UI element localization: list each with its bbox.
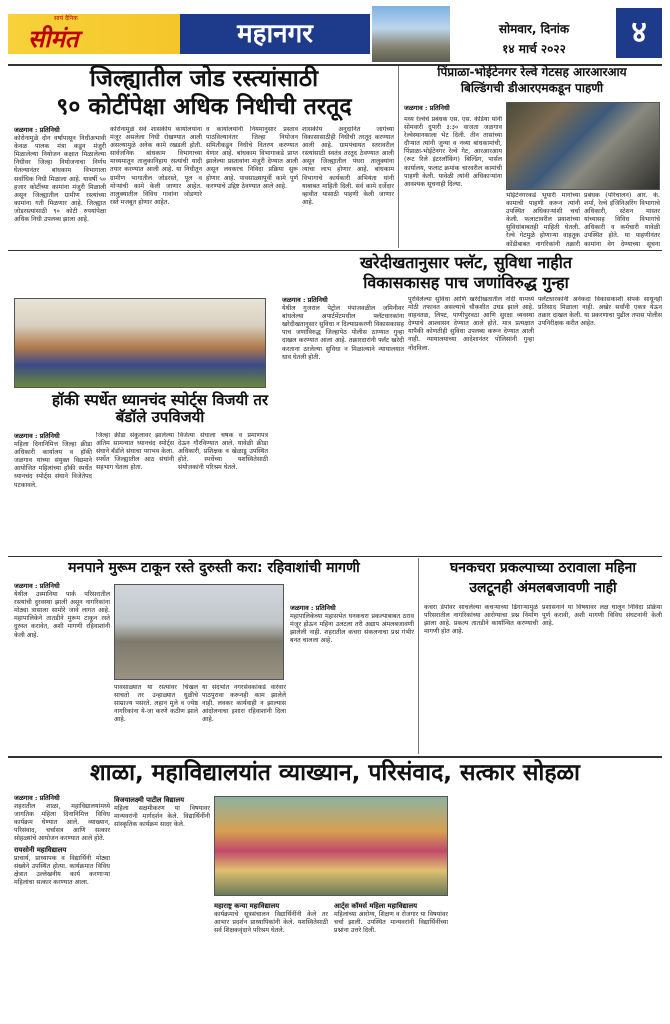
section-banner <box>180 14 370 54</box>
story1-col1-text: कोरोनामुळे दोन वर्षांपासून निधीअभावी केवळ पालक मंत्रा कडून मंजुरी मिळालेल्या नियोजन कक्षात मिळालेल्या निधीवर जिल्हा नियोजनाचा निर्णय घेतल्यानंतर बांधकाम विभागाला सर्वाधिक निधी मिळाला आहे. यावर्षी ५० हजार कोटींच्या कामांना मंजुरी मिळाली असून जिल्ह्यातील ग्रामीण रस्त्यांच्या कामांना गती मिळणार आहे. जिल्ह्यात जोडरस्त्यांसाठी ९० कोटी रुपयांपेक्षा अधिक निधी उपलब्ध झाला आहे. <box>14 135 106 224</box>
story3-col-1 <box>282 296 404 466</box>
date-line2: १४ मार्च २०२२ <box>502 42 566 56</box>
story4-photo <box>14 298 266 388</box>
column-divider <box>398 66 399 248</box>
story2-byline: जळगाव : प्रतिनिधी <box>404 104 450 112</box>
section-rule <box>8 756 662 758</box>
story2-headline-2: बिल्डिंगची डीआरएमकडून पाहणी <box>460 81 604 95</box>
story6-col1-text: महापालिकेच्या महासभेत घनकचरा प्रकल्पाबाबत ठराव मंजूर होऊन महिना उलटला तरी अद्याप अंमलबजावणी झालेली नाही. शहरातील कचरा संकलनाचा प्रश्न गंभीर बनत चालला आहे. <box>290 613 414 645</box>
story7-col-5 <box>452 794 548 1018</box>
story7-subhead-1: रायसोनी महाविद्यालय <box>14 845 67 854</box>
story2-col-2 <box>506 192 580 248</box>
story5-photo <box>114 584 284 680</box>
story7-col-2 <box>114 794 210 1018</box>
story3-byline: जळगाव : प्रतिनिधी <box>282 296 328 304</box>
story4-byline: जळगाव : प्रतिनिधी <box>14 432 60 440</box>
story4-headline: हॉकी स्पर्धेत ध्यानचंद स्पोर्ट्स विजयी तर बॅडॉले उपविजयी <box>51 391 269 426</box>
section-rule <box>8 250 662 251</box>
story7-headline: शाळा, महाविद्यालयांत व्याख्यान, परिसंवाद, सत्कार सोहळा <box>90 760 580 786</box>
brand-small: सायं दैनिक <box>54 15 78 22</box>
story5-col-1 <box>14 582 110 750</box>
story2-headline-1: पिंप्राळा-भोईटेनगर रेल्वे गेटसह आरआरआय <box>437 65 627 79</box>
story4-col-3 <box>178 432 268 552</box>
story6-headline-2: उलटूनही अंमलबजावणी नाही <box>469 580 617 596</box>
story3-col2-text: पुरविलेल्या सुविधा आणि खरेदीखतातील नोंदी यामध्ये मोठी तफावत असल्याचे चौकशीत उघड झाले आहे. वाहनतळ, लिफ्ट, पाणीपुरवठा आणि सुरक्षा व्यवस्था देण्याचे आश्वासन देण्यात आले होते. मात्र प्रत्यक्षात यापैकी कोणतीही सुविधा उपलब्ध करून देण्यात आली नाही. न्यायालयाच्या आदेशानंतर पोलिसांनी गुन्हा नोंदविला. <box>408 296 534 352</box>
story1-col-3 <box>206 126 298 246</box>
brand-name: सीमंत <box>28 24 79 53</box>
page-number-box <box>616 8 662 58</box>
story7-subhead-2: विजयालक्ष्मी पाटील विद्यालय <box>114 796 185 804</box>
story5-byline: जळगाव : प्रतिनिधी <box>14 582 60 590</box>
story5-col2-text: पावसाळ्यात या रस्त्यांवर चिखल साचतो तर उन्हाळ्यात धुळीचे साम्राज्य पसरते. लहान मुले व ज्येष्ठ नागरिकांना ये-जा करणे कठीण झाले आहे. <box>114 684 198 724</box>
story7-col-1 <box>14 794 110 1018</box>
story7-col4-text: कार्यक्रमाचे सूत्रसंचालन विद्यार्थिनींनी केले तर आभार प्रदर्शन प्राध्यापिकांनी केले. यशस्वितेसाठी सर्व शिक्षकवृंदाने परिश्रम घेतले. <box>214 911 328 935</box>
section-title: महानगर <box>237 19 313 49</box>
story7-col1-text: शहरातील शाळा, महाविद्यालयांमध्ये जागतिक महिला दिनानिमित्त विविध कार्यक्रम घेण्यात आले. व्याख्यान, परिसंवाद, चर्चासत्र आणि सत्कार सोहळ्यांचे आयोजन करण्यात आले होते. <box>14 803 110 843</box>
date-line1: सोमवार, दिनांक <box>498 22 570 36</box>
story7-byline: जळगाव : प्रतिनिधी <box>14 794 60 802</box>
story1-headline-1: जिल्ह्यातील जोड रस्त्यांसाठी <box>89 66 319 92</box>
page-number: ४ <box>631 15 647 50</box>
story2-col-3 <box>584 192 660 248</box>
story1-headline-2: ९० कोटींपेक्षा अधिक निधीची तरतूद <box>56 94 352 120</box>
story7-col-4 <box>334 900 448 1018</box>
story4-col-1 <box>14 432 92 552</box>
story7-col3-text: महिला सक्षमीकरण या विषयावर मान्यवरांनी मार्गदर्शन केले. विद्यार्थिनींनी सांस्कृतिक कार्यक्रम सादर केले. <box>114 805 210 829</box>
section-rule <box>8 556 662 557</box>
story5-col-3 <box>202 684 286 750</box>
story5-headline: मनपाने मुरूम टाकून रस्ते दुरुस्ती करा: रहिवाशांची मागणी <box>68 560 360 576</box>
brand-logo <box>22 12 140 56</box>
masthead <box>8 6 662 64</box>
story6-col-3 <box>542 604 662 750</box>
story2-byline-box <box>404 104 504 114</box>
story3-col3-text: फ्लॅटधारकांनी अनेकदा विकासकाशी संपर्क साधूनही प्रतिसाद मिळाला नाही. अखेर सर्वांनी एकत्र येऊन तक्रार दाखल केली. या प्रकरणाचा पुढील तपास पोलीस उपनिरीक्षक करीत आहेत. <box>538 296 662 328</box>
story7-photo <box>214 796 448 896</box>
story3-col1-text: येथील गुजराल पेट्रोल पंपाजवळील जमिनीवर बांधलेल्या अपार्टमेंटमधील फ्लॅटधारकांना खरेदीखतानुसार सुविधा न दिल्याप्रकरणी विकासकासह पाच जणांविरुद्ध जिल्हापेठ पोलीस ठाण्यात गुन्हा दाखल करण्यात आला आहे. तक्रारदारांनी फ्लॅट खरेदी करताना ठरलेल्या सुविधा न मिळाल्याने न्यायालयात धाव घेतली होती. <box>282 305 404 361</box>
story6-byline: जळगाव : प्रतिनिधी <box>290 604 336 612</box>
story1-col-2 <box>110 126 202 246</box>
story3-col-3 <box>538 296 662 466</box>
story4-col1-text: महिला दिनानिमित्त जिल्हा क्रीडा अधिकारी कार्यालय व हॉकी जळगाव यांच्या संयुक्त विद्यमाने आयोजित महिलांच्या हॉकी स्पर्धेत ध्यानचंद स्पोर्ट्स संघाने विजेतेपद पटकावले. <box>14 441 92 489</box>
story1-byline: जळगाव : प्रतिनिधी <box>14 126 60 134</box>
story3-headline-1: खरेदीखतानुसार फ्लॅट, सुविधा नाहीत <box>359 253 573 272</box>
story7-col-3 <box>214 900 328 1018</box>
story5-col3-text: या संदर्भात नगरसेवकांकडे वारंवार पाठपुरावा करूनही काम झालेले नाही. लवकर कार्यवाही न झाल्यास आंदोलनाचा इशारा रहिवाशांनी दिला आहे. <box>202 684 286 724</box>
story4-col-2 <box>96 432 174 552</box>
story2-col3-text: प्रबंधक (परिचालन) आर. के. शर्मा, रेल्वे इंजिनिअरिंग विभागाचे अधिकारी, स्टेशन मास्तर यांच्यासह विविध विभागांचे अधिकारी व कर्मचारी यावेळी उपस्थित होते. या पाहणीनंतर कामांना वेग देण्याच्या सूचना <box>584 192 660 248</box>
story1-col-4 <box>302 126 394 246</box>
story7-col-6 <box>552 794 662 1018</box>
story2-col-1 <box>404 116 502 246</box>
column-divider <box>418 558 419 754</box>
story3-headline-2: विकासकासह पाच जणांविरुद्ध गुन्हा <box>363 273 569 292</box>
story7-subhead-4: आर्ट्स कॉमर्स महिला महाविद्यालय <box>334 902 418 910</box>
story5-col-2 <box>114 684 198 750</box>
story1-col4-text: शासकीय अनुदानित जागेच्या विकासासाठीही निधीची तरतूद करण्यात आली आहे. ग्रामपंचायत स्तरावरील रस्त्यांसाठी स्वतंत्र तरतूद ठेवण्यात आली असून जिल्ह्यातील पंधरा तालुक्यांना त्याचा लाभ होणार आहे. बांधकाम विभागाचे कार्यकारी अभियंता यांनी याबाबत माहिती दिली. सर्व कामे दर्जेदार व्हावीत यासाठी पाहणी केली जाणार आहे. <box>302 126 394 206</box>
story7-col5-text: महिलांच्या आरोग्य, शिक्षण व रोजगार या विषयांवर चर्चा झाली. उपस्थित मान्यवरांनी विद्यार्थिनींच्या प्रश्नांना उत्तरे दिली. <box>334 911 448 935</box>
story3-col-2 <box>408 296 534 466</box>
story4-col3-text: विजेत्या संघाला चषक व प्रमाणपत्र देऊन गौरविण्यात आले. यावेळी क्रीडा अधिकारी, प्रशिक्षक व खेळाडू उपस्थित होते. स्पर्धेच्या यशस्वितेसाठी संयोजकांनी परिश्रम घेतले. <box>178 432 268 472</box>
masthead-photo <box>372 6 450 62</box>
story4-col2-text: जिल्हा क्रीडा संकुलावर झालेल्या अंतिम सामन्यात ध्यानचंद स्पोर्ट्स संघाने बॅडॉले संघाचा पराभव केला. स्पर्धेत जिल्ह्यातील आठ संघांनी सहभाग घेतला होता. <box>96 432 174 472</box>
story2-col1-text: मध्य रेल्वेचे प्रबंधक एस. एस. केडिया यांनी सोमवारी दुपारी ३:३० वाजता जळगाव रेल्वेस्थानकाला भेट दिली. तीन तासांच्या दौऱ्यात त्यांनी जुन्या व नव्या बांधकामांची, पिंप्राळा-भोईटेनगर रेल्वे गेट, आरआरआय (रूट रिले इंटरलॉकिंग) बिल्डिंग, पार्सल कार्यालय, फलाट क्रमांक चारवरील कामांची पाहणी केली. यावेळी त्यांनी अधिकाऱ्यांना आवश्यक सूचनाही दिल्या. <box>404 116 502 188</box>
story2-col2-text: भोईटेनगरकडे भूयारी मार्गाच्या कामाची पाहणी करून त्यांनी उपस्थित अधिकाऱ्यांशी चर्चा केली. फलाटावरील प्रवाशांच्या सुविधांबाबतही माहिती घेतली. रेल्वे गेटमुळे होणाऱ्या वाहतूक कोंडीबाबत नागरिकांनी तक्रारी <box>506 192 580 248</box>
story1-col3-text: व कार्यालयांनी नियमानुसार प्रस्ताव पाठविल्यानंतर जिल्हा नियोजन समितीकडून निधीचे वितरण करण्यात येणार आहे. बांधकाम विभागाकडे प्राप्त झालेल्या प्रस्तावांना मंजुरी देण्यात आली असून लवकरच निविदा प्रक्रिया सुरू होणार आहे. पावसाळ्यापूर्वी कामे पूर्ण करण्याचे उद्दिष्ट ठेवण्यात आले आहे. <box>206 126 298 190</box>
story1-col2-text: कोरोनामुळे सर्व शासकीय कार्यालयांना मंजूर असलेला निधी रोखण्यात आली असल्यामुळे अनेक कामे रखडली होती. सार्वजनिक बांधकाम विभागाच्या माध्यमातून तालुकानिहाय रस्त्यांची यादी तयार करण्यात आली आहे. या निधीतून ग्रामीण भागातील जोडरस्ते, पूल व मोऱ्यांची कामे केली जाणार आहेत. तालुक्यातील विविध गावांना जोडणारे रस्ते मजबूत होणार आहेत. <box>110 126 202 206</box>
story2-photo <box>506 102 660 190</box>
story5-col1-text: येथील उस्मानिया पार्क परिसरातील रस्त्यांची दुरवस्था झाली असून नागरिकांना मोठ्या त्रासाला सामोरे जावे लागत आहे. महापालिकेने तातडीने मुरूम टाकून रस्ते दुरुस्त करावेत, अशी मागणी रहिवाशांनी केली आहे. <box>14 591 110 639</box>
story7-subhead-3: महाराष्ट्र कन्या महाविद्यालय <box>214 902 280 910</box>
story1-col-1 <box>14 126 106 246</box>
story6-col2-text: कचरा डेपोवर साचलेल्या कचऱ्याच्या ढिगाऱ्यामुळे परिसरातील नागरिकांच्या आरोग्याचा प्रश्न निर्माण झाला आहे. प्रकल्प तातडीने कार्यान्वित करण्याची मागणी होत आहे. <box>424 604 538 636</box>
story6-col-1 <box>290 604 414 750</box>
story6-headline-1: घनकचरा प्रकल्पाच्या ठरावाला महिना <box>449 560 637 576</box>
story6-col3-text: प्रशासनाने या विषयावर लक्ष घालून निविदा प्रक्रिया पूर्ण करावी, अशी मागणी विविध संघटनांनी केली आहे. <box>542 604 662 628</box>
story6-col-2 <box>424 604 538 750</box>
story7-col2-text: प्राचार्य, प्राध्यापक व विद्यार्थिनी मोठ्या संख्येने उपस्थित होत्या. कार्यक्रमात विविध क्षेत्रात उल्लेखनीय कार्य करणाऱ्या महिलांचा सत्कार करण्यात आला. <box>14 854 110 886</box>
date-block <box>454 20 614 57</box>
